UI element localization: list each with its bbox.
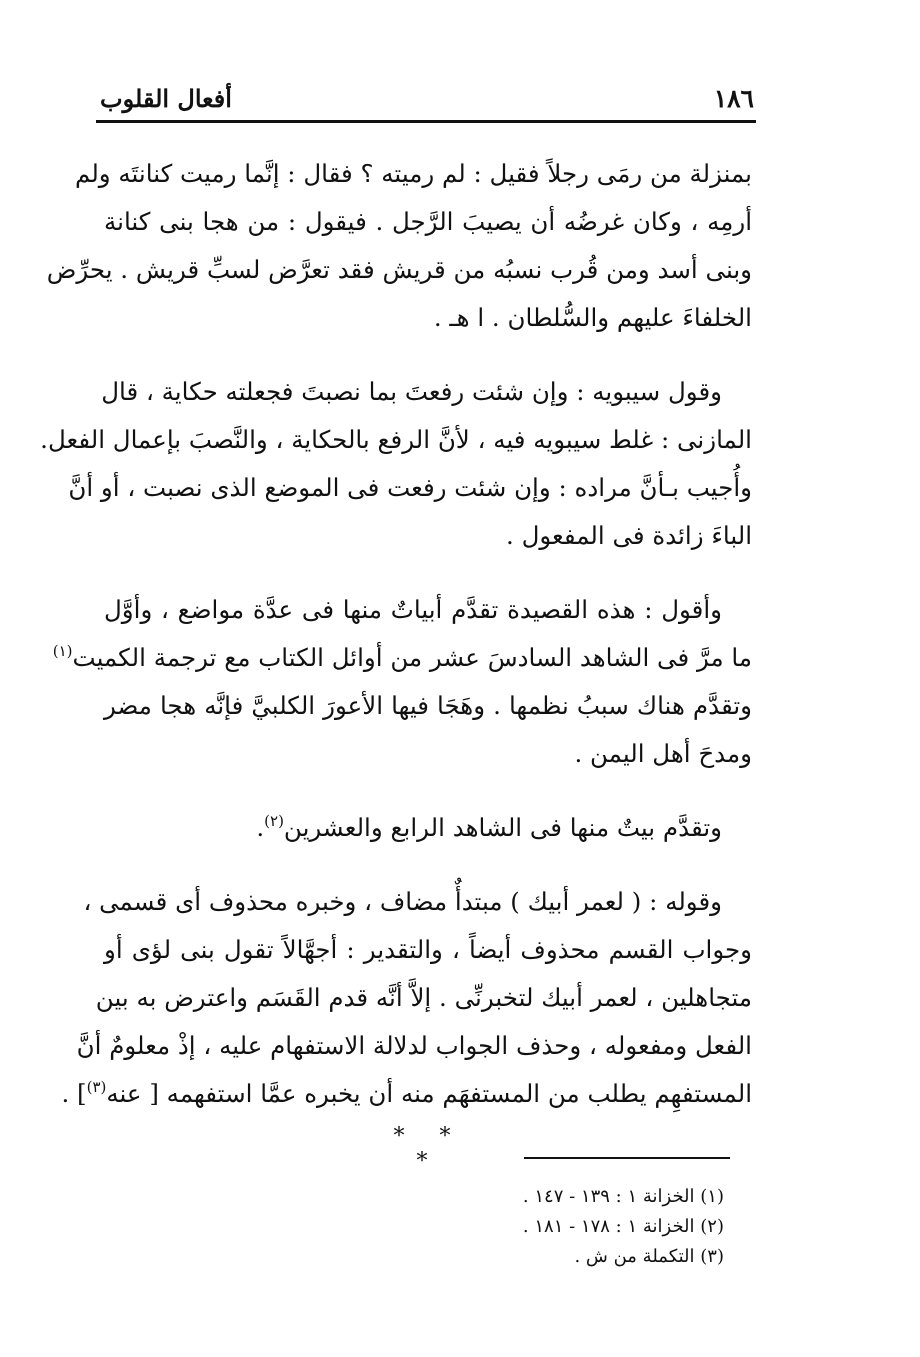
text-line-with-footnote [61, 1070, 752, 1118]
text-line: أرمِه ، وكان غرضُه أن يصيبَ الرَّجل . فيقول : من هجا بنى كنانة [104, 207, 752, 236]
section-separator: * * * [393, 1124, 465, 1174]
text-line: وتقدَّم هناك سببُ نظمها . وهَجَا فيها الأعورَ الكلبيَّ فإنَّه هجا مضر [104, 691, 752, 720]
text-line: الخلفاءَ عليهم والسُّلطان . ا هـ . [433, 303, 752, 332]
text-segment: ما مرَّ فى الشاهد السادسَ عشر من أوائل الكتاب مع ترجمة الكميت [72, 643, 752, 672]
paragraph-1 [46, 150, 752, 342]
paragraph-3 [52, 586, 752, 778]
footnote-marker-1: (١) [52, 642, 73, 660]
text-line: متجاهلين ، لعمر أبيك لتخبرنِّى . إلاَّ أنَّه قدم القَسَم واعترض به بين [95, 983, 752, 1012]
running-title: أفعال القلوب [100, 84, 232, 113]
footnotes [380, 1182, 724, 1272]
header-rule [96, 120, 756, 123]
paragraph-2 [40, 368, 752, 560]
text-line: وقوله : ( لعمر أبيك ) مبتدأٌ مضاف ، وخبره محذوف أى قسمى ، [83, 887, 722, 916]
text-line: المازنى : غلط سيبويه فيه ، لأنَّ الرفع بالحكاية ، والنَّصبَ بإعمال الفعل. [40, 425, 752, 454]
footnote-marker-3: (٣) [86, 1078, 107, 1096]
text-line-with-footnote [104, 804, 752, 852]
text-line: الفعل ومفعوله ، وحذف الجواب لدلالة الاستفهام عليه ، إذْ معلومٌ أنَّ [76, 1031, 752, 1060]
paragraph-5 [61, 878, 752, 1118]
paragraph-4 [104, 804, 752, 852]
footnote-1: (١) الخزانة ١ : ١٣٩ - ١٤٧ . [522, 1186, 724, 1207]
footnote-rule [524, 1157, 730, 1159]
text-line: وأُجيب بـأنَّ مراده : وإن شئت رفعت فى الموضع الذى نصبت ، أو أنَّ [68, 473, 752, 502]
text-segment: . [256, 813, 265, 842]
footnote-3: (٣) التكملة من ش . [574, 1246, 724, 1267]
text-line-with-footnote [52, 634, 752, 682]
text-line: الباءَ زائدة فى المفعول . [506, 521, 752, 550]
running-head [96, 78, 756, 118]
text-segment: وتقدَّم بيتٌ منها فى الشاهد الرابع والعشرين [283, 813, 722, 842]
text-segment: المستفهِم يطلب من المستفهَم منه أن يخبره عمَّا استفهمه [ عنه [106, 1079, 752, 1108]
text-line: بمنزلة من رمَى رجلاً فقيل : لم رميته ؟ فقال : إنَّما رميت كنانتَه ولم [75, 159, 752, 188]
text-line: ومدحَ أهل اليمن . [574, 739, 752, 768]
page-number: ١٨٦ [713, 84, 754, 113]
text-segment: ] . [61, 1079, 87, 1108]
body-text [40, 150, 752, 1118]
text-line: وقول سيبويه : وإن شئت رفعتَ بما نصبتَ فجعلته حكاية ، قال [101, 377, 722, 406]
text-line: وجواب القسم محذوف أيضاً ، والتقدير : أجهَّالاً تقول بنى لؤى أو [104, 935, 752, 964]
footnote-2: (٢) الخزانة ١ : ١٧٨ - ١٨١ . [522, 1216, 724, 1237]
footnote-marker-2: (٢) [264, 812, 284, 830]
text-line: وبنى أسد ومن قُرب نسبُه من قريش فقد تعرَّض لسبِّ قريش . يحرِّض [46, 255, 752, 284]
text-line: وأقول : هذه القصيدة تقدَّم أبياتٌ منها فى عدَّة مواضع ، وأوَّل [104, 595, 722, 624]
